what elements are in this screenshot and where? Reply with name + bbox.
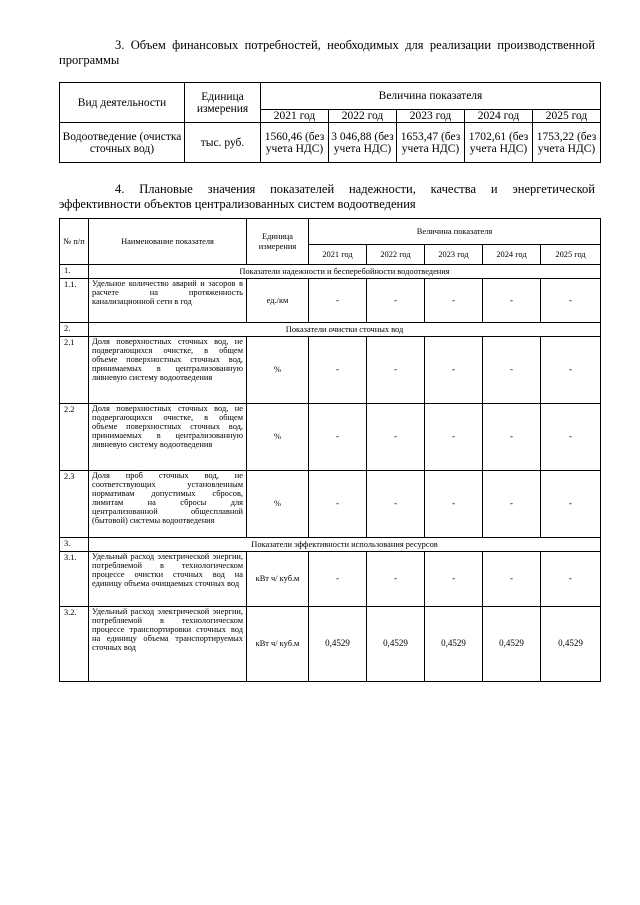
value-cell: - [367, 552, 425, 607]
value-cell: - [425, 404, 483, 471]
table-row [60, 279, 601, 323]
unit-header: Единица измерения [247, 219, 309, 265]
value-cell: 0,4529 [425, 607, 483, 682]
year-header: 2022 год [329, 110, 397, 123]
section-num: 1. [60, 265, 89, 279]
indicator-name: Доля поверхностных сточных вод, не подвергающихся очистке, в общем объеме поверхностных сточных вод, принимаемых в централизованную ливневую систему водоотведения [89, 337, 247, 404]
value-cell: - [309, 337, 367, 404]
unit-cell: % [247, 471, 309, 538]
table-row [60, 123, 601, 163]
value-cell: - [541, 404, 601, 471]
financial-needs-table [59, 82, 601, 163]
value-header: Величина показателя [309, 219, 601, 245]
unit-cell: % [247, 404, 309, 471]
value-cell: - [309, 471, 367, 538]
value-cell: - [483, 404, 541, 471]
section-title: Показатели надежности и бесперебойности водоотведения [89, 265, 601, 279]
value-cell: - [425, 552, 483, 607]
year-header: 2024 год [483, 245, 541, 265]
value-cell: - [309, 404, 367, 471]
year-header: 2022 год [367, 245, 425, 265]
section-num: 3. [60, 538, 89, 552]
value-cell: - [425, 279, 483, 323]
value-cell: - [483, 279, 541, 323]
year-header: 2021 год [309, 245, 367, 265]
value-cell: - [367, 337, 425, 404]
section-row [60, 265, 601, 279]
value-cell: - [483, 471, 541, 538]
value-cell: - [309, 552, 367, 607]
row-num: 2.2 [60, 404, 89, 471]
activity-header: Вид деятельности [60, 83, 185, 123]
table-row [60, 607, 601, 682]
row-num: 2.3 [60, 471, 89, 538]
section-row [60, 538, 601, 552]
row-num: 1.1. [60, 279, 89, 323]
value-cell: 0,4529 [541, 607, 601, 682]
unit-cell: % [247, 337, 309, 404]
indicator-name: Удельный расход электрической энергии, потребляемой в технологическом процессе транспортировки сточных вод на единицу объема транспортируемых сточных вод [89, 607, 247, 682]
value-cell: 0,4529 [309, 607, 367, 682]
num-header: № п/п [60, 219, 89, 265]
value-cell: - [483, 552, 541, 607]
table-row [60, 337, 601, 404]
value-cell: - [309, 279, 367, 323]
section-title: Показатели эффективности использования ресурсов [89, 538, 601, 552]
indicator-name: Доля проб сточных вод, не соответствующих установленным нормативам допустимых сбросов, лимитам на сбросы для централизованной общесплавной (бытовой) системы водоотведения [89, 471, 247, 538]
unit-cell: ед./км [247, 279, 309, 323]
section-title: Показатели очистки сточных вод [89, 323, 601, 337]
indicator-name: Удельный расход электрической энергии, потребляемой в технологическом процессе очистки сточных вод на единицу объема очищаемых сточных вод [89, 552, 247, 607]
value-cell: - [425, 337, 483, 404]
year-header: 2025 год [541, 245, 601, 265]
year-header: 2023 год [425, 245, 483, 265]
year-header: 2025 год [533, 110, 601, 123]
indicator-name: Удельное количество аварий и засоров в расчете на протяженность канализационной сети в год [89, 279, 247, 323]
table-row [60, 552, 601, 607]
indicators-table [59, 218, 601, 682]
section-num: 2. [60, 323, 89, 337]
value-cell: - [541, 337, 601, 404]
row-num: 2.1 [60, 337, 89, 404]
value-cell: 0,4529 [367, 607, 425, 682]
value-cell: - [367, 279, 425, 323]
table-row [60, 404, 601, 471]
row-num: 3.1. [60, 552, 89, 607]
year-header: 2021 год [261, 110, 329, 123]
value-cell: - [541, 471, 601, 538]
year-header: 2023 год [397, 110, 465, 123]
value-cell: - [483, 337, 541, 404]
value-cell: 1702,61 (без учета НДС) [465, 123, 533, 163]
section-4-title: 4. Плановые значения показателей надежности, качества и энергетической эффективности объектов централизованных систем водоотведения [59, 182, 595, 211]
indicator-name: Доля поверхностных сточных вод, не подвергающихся очистке, в общем объеме поверхностных сточных вод, принимаемых в централизованную ливневую систему водоотведения [89, 404, 247, 471]
value-cell: 1560,46 (без учета НДС) [261, 123, 329, 163]
value-cell: - [541, 279, 601, 323]
activity-cell: Водоотведение (очистка сточных вод) [60, 123, 185, 163]
value-cell: 1653,47 (без учета НДС) [397, 123, 465, 163]
name-header: Наименование показателя [89, 219, 247, 265]
table-row [60, 471, 601, 538]
section-3-title: 3. Объем финансовых потребностей, необходимых для реализации производственной программы [59, 38, 595, 67]
unit-cell: тыс. руб. [185, 123, 261, 163]
section-row [60, 323, 601, 337]
value-cell: - [367, 471, 425, 538]
unit-cell: кВт ч/ куб.м [247, 607, 309, 682]
value-cell: 3 046,88 (без учета НДС) [329, 123, 397, 163]
row-num: 3.2. [60, 607, 89, 682]
unit-header: Единица измерения [185, 83, 261, 123]
value-cell: - [541, 552, 601, 607]
value-header: Величина показателя [261, 83, 601, 110]
unit-cell: кВт ч/ куб.м [247, 552, 309, 607]
year-header: 2024 год [465, 110, 533, 123]
value-cell: - [425, 471, 483, 538]
value-cell: 0,4529 [483, 607, 541, 682]
value-cell: - [367, 404, 425, 471]
value-cell: 1753,22 (без учета НДС) [533, 123, 601, 163]
